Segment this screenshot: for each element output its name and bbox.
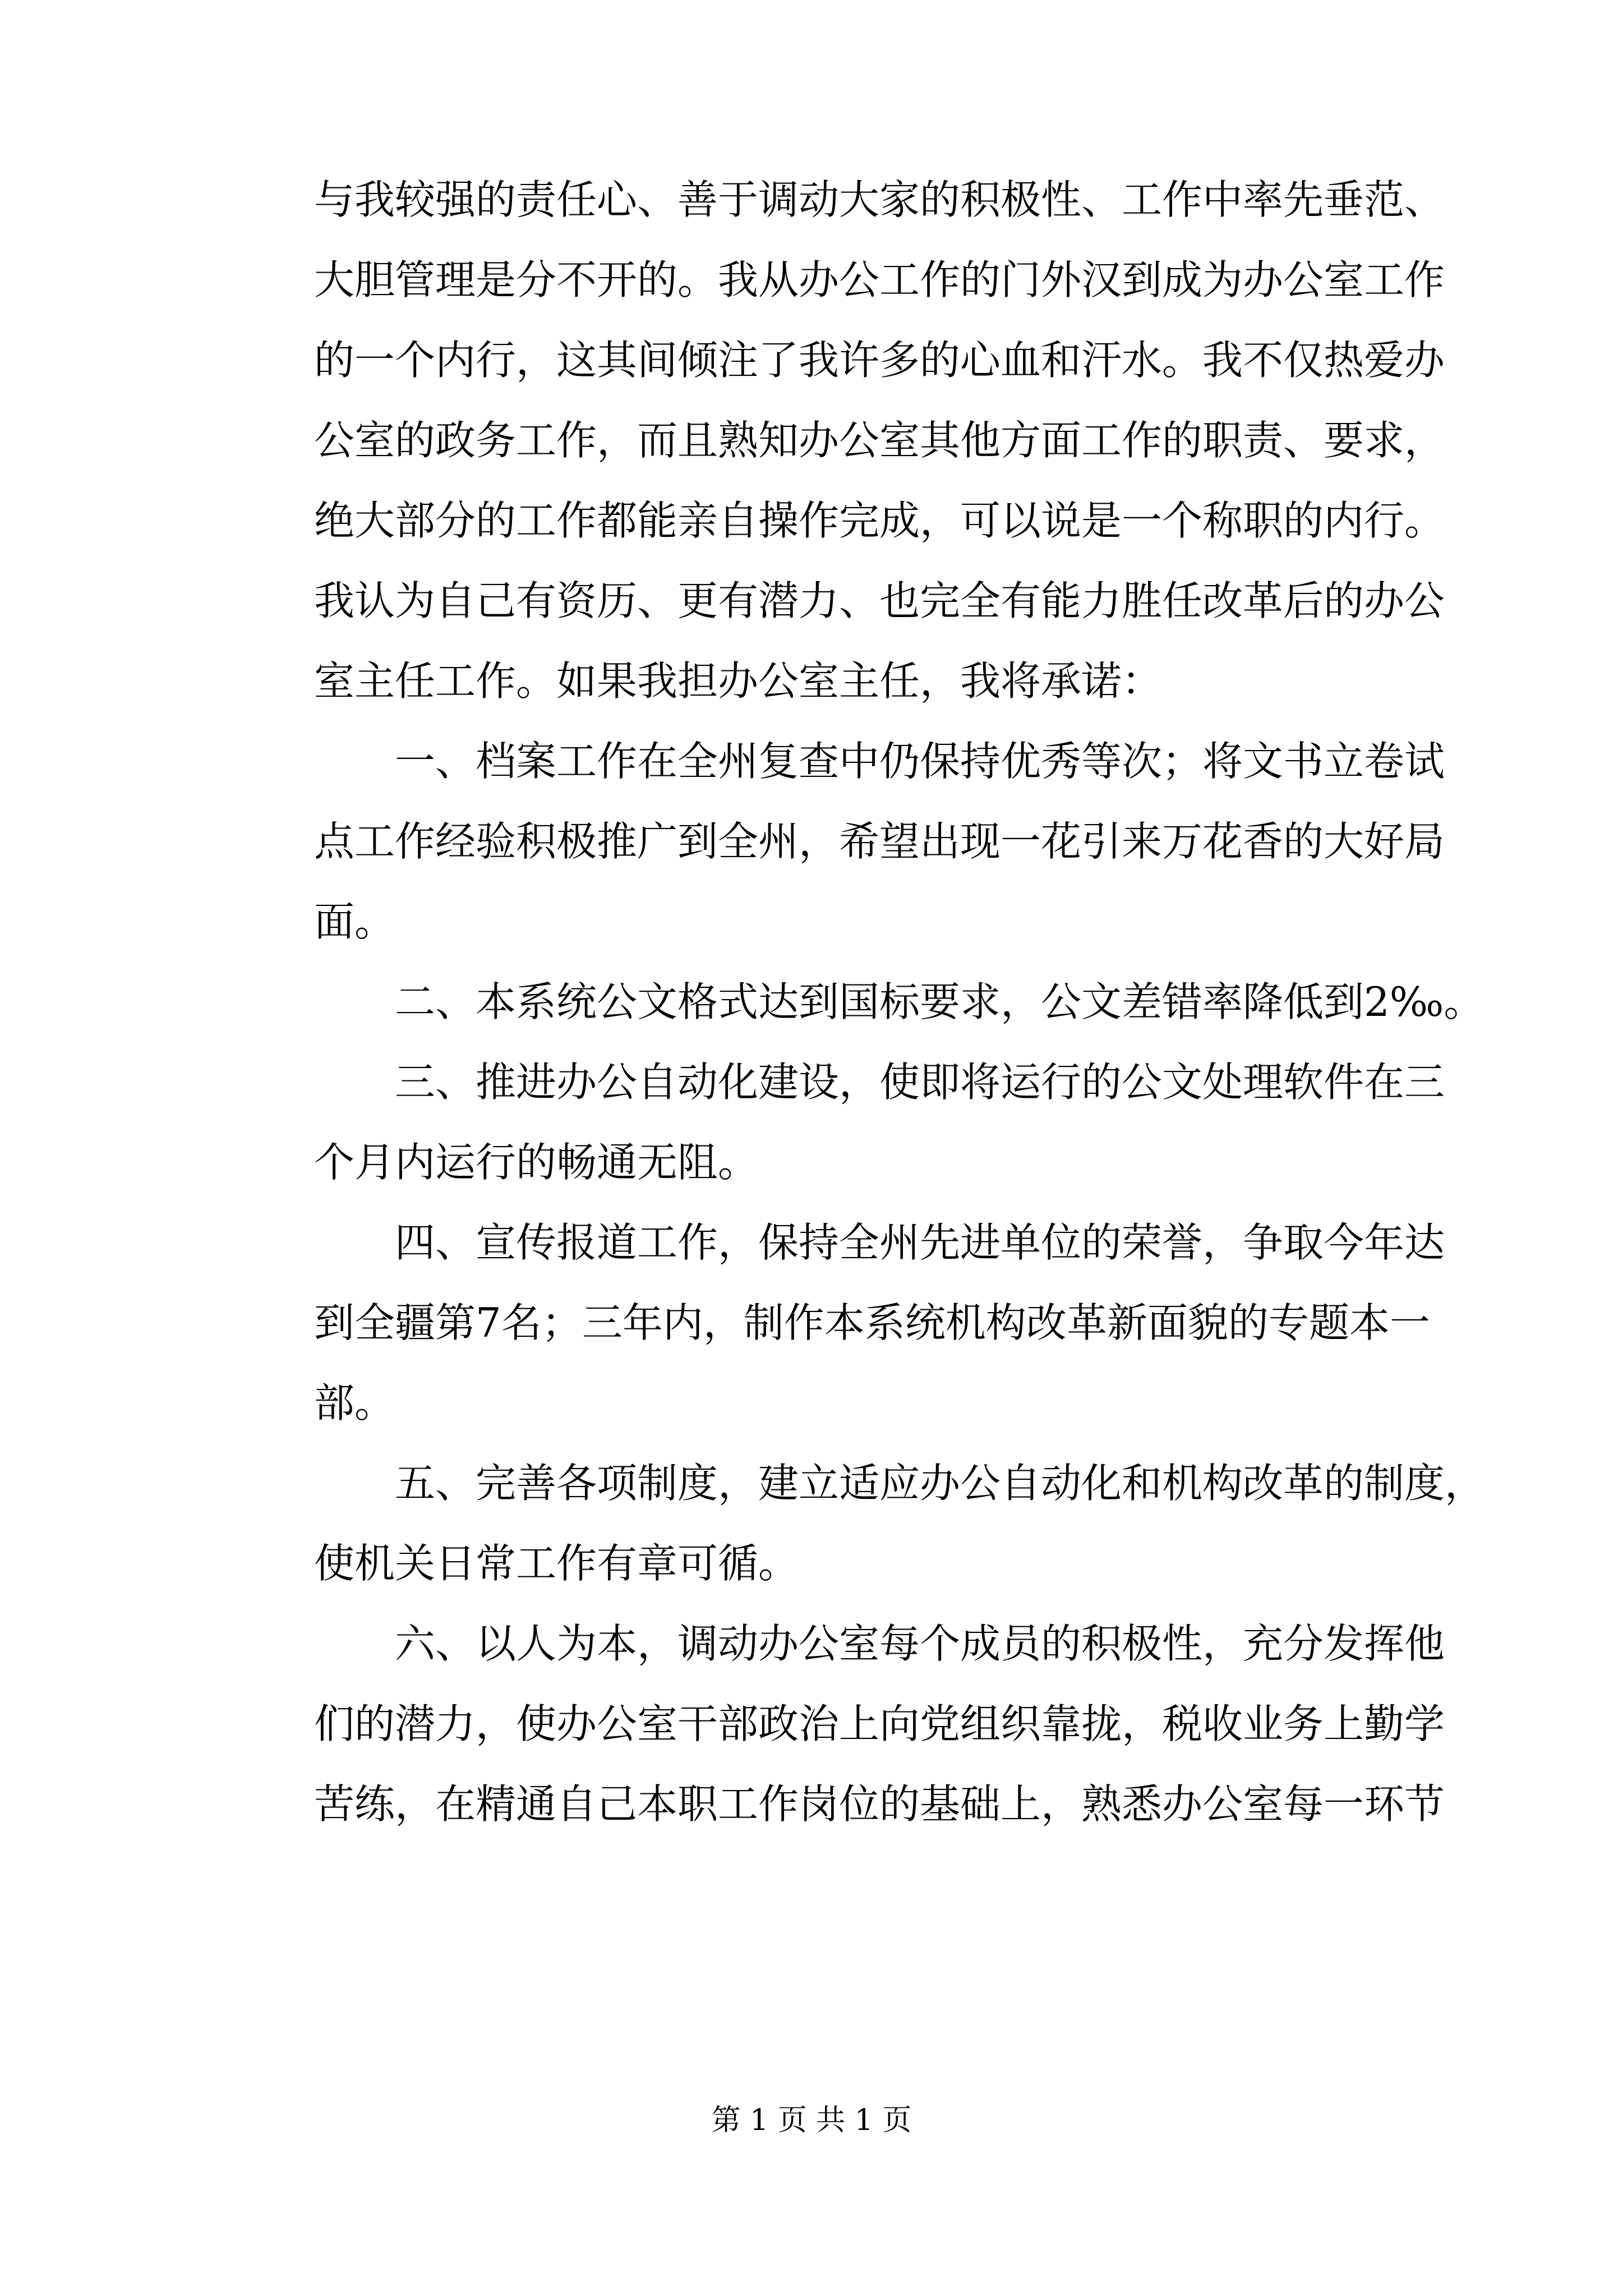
text-line: 六、以人为本，调动办公室每个成员的积极性，充分发挥他 bbox=[314, 1620, 1445, 1667]
paragraph bbox=[314, 962, 1484, 1042]
text-line: 大胆管理是分不开的。我从办公工作的门外汉到成为办公室工作 bbox=[314, 256, 1445, 303]
paragraph bbox=[314, 1042, 1445, 1203]
text-line: 个月内运行的畅通无阻。 bbox=[314, 1139, 759, 1186]
paragraph bbox=[314, 160, 1445, 721]
paragraph bbox=[314, 1604, 1445, 1844]
text-line: 室主任工作。如果我担办公室主任，我将承诺： bbox=[314, 657, 1163, 705]
document-body bbox=[314, 160, 1486, 1844]
text-line: 的一个内行，这其间倾注了我许多的心血和汗水。我不仅热爱办 bbox=[314, 337, 1445, 384]
page-footer: 第 1 页 共 1 页 bbox=[711, 2104, 912, 2137]
text-line: 部。 bbox=[314, 1379, 395, 1427]
text-line: 三、推进办公自动化建设，使即将运行的公文处理软件在三 bbox=[314, 1059, 1445, 1106]
paragraph bbox=[314, 1203, 1445, 1443]
text-line: 四、宣传报道工作，保持全州先进单位的荣誉，争取今年达 bbox=[314, 1219, 1445, 1266]
text-line: 五、完善各项制度，建立适应办公自动化和机构改革的制度， bbox=[314, 1460, 1486, 1507]
text-line: 面。 bbox=[314, 898, 395, 945]
text-line: 公室的政务工作，而且熟知办公室其他方面工作的职责、要求， bbox=[314, 417, 1445, 464]
text-line: 点工作经验积极推广到全州，希望出现一花引来万花香的大好局 bbox=[314, 818, 1445, 865]
text-line: 绝大部分的工作都能亲自操作完成，可以说是一个称职的内行。 bbox=[314, 497, 1445, 544]
text-line: 们的潜力，使办公室干部政治上向党组织靠拢，税收业务上勤学 bbox=[314, 1700, 1445, 1747]
text-line: 到全疆第7名；三年内，制作本系统机构改革新面貌的专题本一 bbox=[314, 1299, 1430, 1346]
text-line: 苦练，在精通自己本职工作岗位的基础上，熟悉办公室每一环节 bbox=[314, 1780, 1445, 1828]
text-line: 一、档案工作在全州复查中仍保持优秀等次；将文书立卷试 bbox=[314, 738, 1445, 785]
paragraph bbox=[314, 1443, 1486, 1604]
text-line: 二、本系统公文格式达到国标要求，公文差错率降低到2‰。 bbox=[314, 978, 1484, 1025]
text-line: 使机关日常工作有章可循。 bbox=[314, 1540, 799, 1587]
text-line: 我认为自己有资历、更有潜力、也完全有能力胜任改革后的办公 bbox=[314, 577, 1445, 624]
text-line: 与我较强的责任心、善于调动大家的积极性、工作中率先垂范、 bbox=[314, 176, 1445, 223]
paragraph bbox=[314, 721, 1445, 962]
